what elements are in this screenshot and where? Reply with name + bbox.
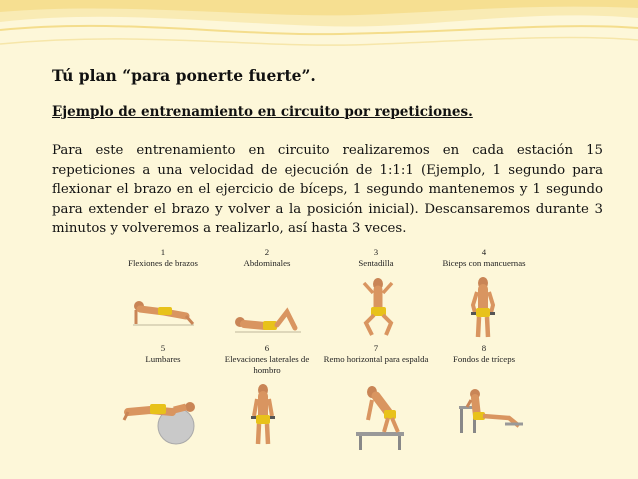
exercise-name: Lumbares: [145, 354, 181, 364]
exercise-label-2: [212, 247, 322, 269]
exercise-number: 5: [160, 343, 166, 353]
lumbar-ball-figure-image: [120, 390, 210, 446]
lateral-raise-figure-image: [241, 384, 285, 448]
slide-title: Tú plan “para ponerte fuerte”.: [52, 66, 316, 85]
exercise-label-6: [212, 343, 322, 376]
pushup-figure-image: [130, 290, 196, 330]
situp-figure-image: [233, 296, 303, 336]
exercise-name: Fondos de tríceps: [452, 354, 516, 364]
slide-subtitle: Ejemplo de entrenamiento en circuito por repeticiones.: [52, 104, 473, 120]
triceps-dips-figure-image: [455, 386, 525, 440]
exercise-name: Flexiones de brazos: [128, 258, 198, 268]
exercise-number: 1: [160, 247, 166, 257]
exercise-name: Biceps con mancuernas: [442, 258, 526, 268]
exercise-number: 2: [264, 247, 270, 257]
exercise-number: 3: [373, 247, 379, 257]
horizontal-row-figure-image: [350, 382, 410, 452]
exercise-number: 7: [373, 343, 379, 353]
exercise-label-1: [108, 247, 218, 269]
exercise-label-5: [108, 343, 218, 365]
exercise-number: 8: [481, 343, 487, 353]
exercise-label-8: [429, 343, 539, 365]
exercise-name: Elevaciones laterales de hombro: [224, 354, 310, 375]
exercise-number: 6: [264, 343, 270, 353]
exercise-name: Sentadilla: [358, 258, 394, 268]
exercise-number: 4: [481, 247, 487, 257]
exercise-label-4: [429, 247, 539, 269]
body-paragraph: Para este entrenamiento en circuito realizaremos en cada estación 15 repeticiones a una velocidad de ejecución de 1:1:1 (Ejemplo, 1 segundo para flexionar el brazo en el ejercicio de bíceps, 1 segundo mantenemos y 1 segundo para extender el brazo y volver a la posición inicial). Descansaremos durante 3 minutos y volveremos a realizarlo, así hasta 3 veces.: [52, 143, 603, 237]
squat-figure-image: [356, 277, 400, 339]
exercise-name: Abdominales: [243, 258, 291, 268]
exercise-label-3: [321, 247, 431, 269]
exercise-label-7: [321, 343, 431, 365]
exercise-name: Remo horizontal para espalda: [323, 354, 429, 364]
biceps-figure-image: [461, 277, 505, 341]
